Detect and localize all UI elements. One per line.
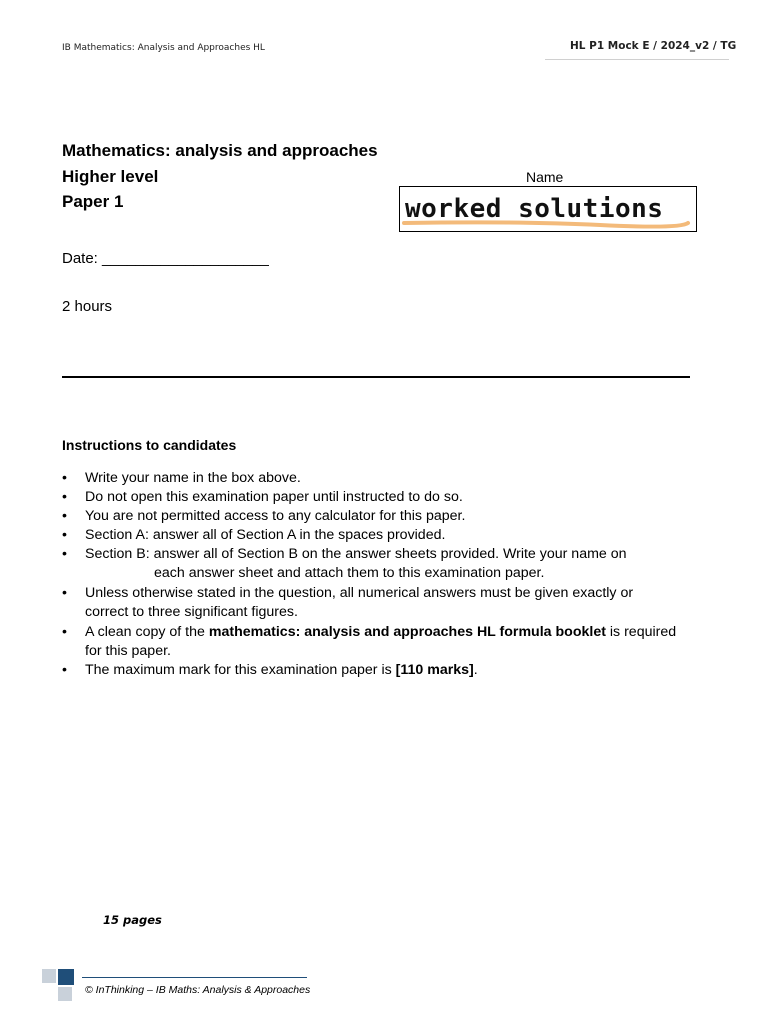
instructions-list (62, 469, 702, 680)
list-item: • Write your name in the box above. (62, 470, 301, 486)
level-title: Higher level (62, 167, 159, 186)
handwritten-name-text: worked solutions (405, 194, 664, 224)
max-marks: [110 marks] (395, 661, 474, 678)
footer-divider (82, 977, 307, 978)
subject-title: Mathematics: analysis and approaches (62, 141, 378, 160)
duration-text: 2 hours (62, 298, 113, 315)
name-label: Name (526, 169, 564, 185)
list-item: • Section B: answer all of Section B on the answer sheets provided. Write your name on each answer sheet and attach them to this examination paper. (62, 546, 627, 581)
list-item: • Unless otherwise stated in the question, all numerical answers must be given exactly or correct to three significant figures. (62, 585, 634, 620)
header-course-title: IB Mathematics: Analysis and Approaches HL (62, 43, 265, 53)
list-item: • Do not open this examination paper until instructed to do so. (62, 489, 463, 505)
handwritten-name (400, 187, 698, 233)
list-item: • The maximum mark for this examination paper is [110 marks]. (62, 661, 478, 678)
paper-title: Paper 1 (62, 192, 124, 211)
list-item: • Section A: answer all of Section A in the spaces provided. (62, 527, 446, 543)
list-item: • A clean copy of the mathematics: analysis and approaches HL formula booklet is required for this paper. (62, 624, 677, 659)
header-paper-code: HL P1 Mock E / 2024_v2 / TG (570, 40, 737, 52)
header-divider (545, 59, 729, 60)
formula-booklet-name: mathematics: analysis and approaches HL formula booklet (208, 624, 606, 640)
instructions-heading: Instructions to candidates (62, 437, 237, 453)
date-field: Date: ____________________ (62, 250, 269, 267)
page-count: 15 pages (103, 913, 162, 927)
footer-copyright: © InThinking – IB Maths: Analysis & Approaches (85, 984, 311, 996)
inthinking-logo-icon (42, 969, 74, 1001)
section-divider (62, 376, 690, 378)
list-item: • You are not permitted access to any calculator for this paper. (62, 508, 466, 524)
name-box[interactable] (399, 186, 697, 232)
